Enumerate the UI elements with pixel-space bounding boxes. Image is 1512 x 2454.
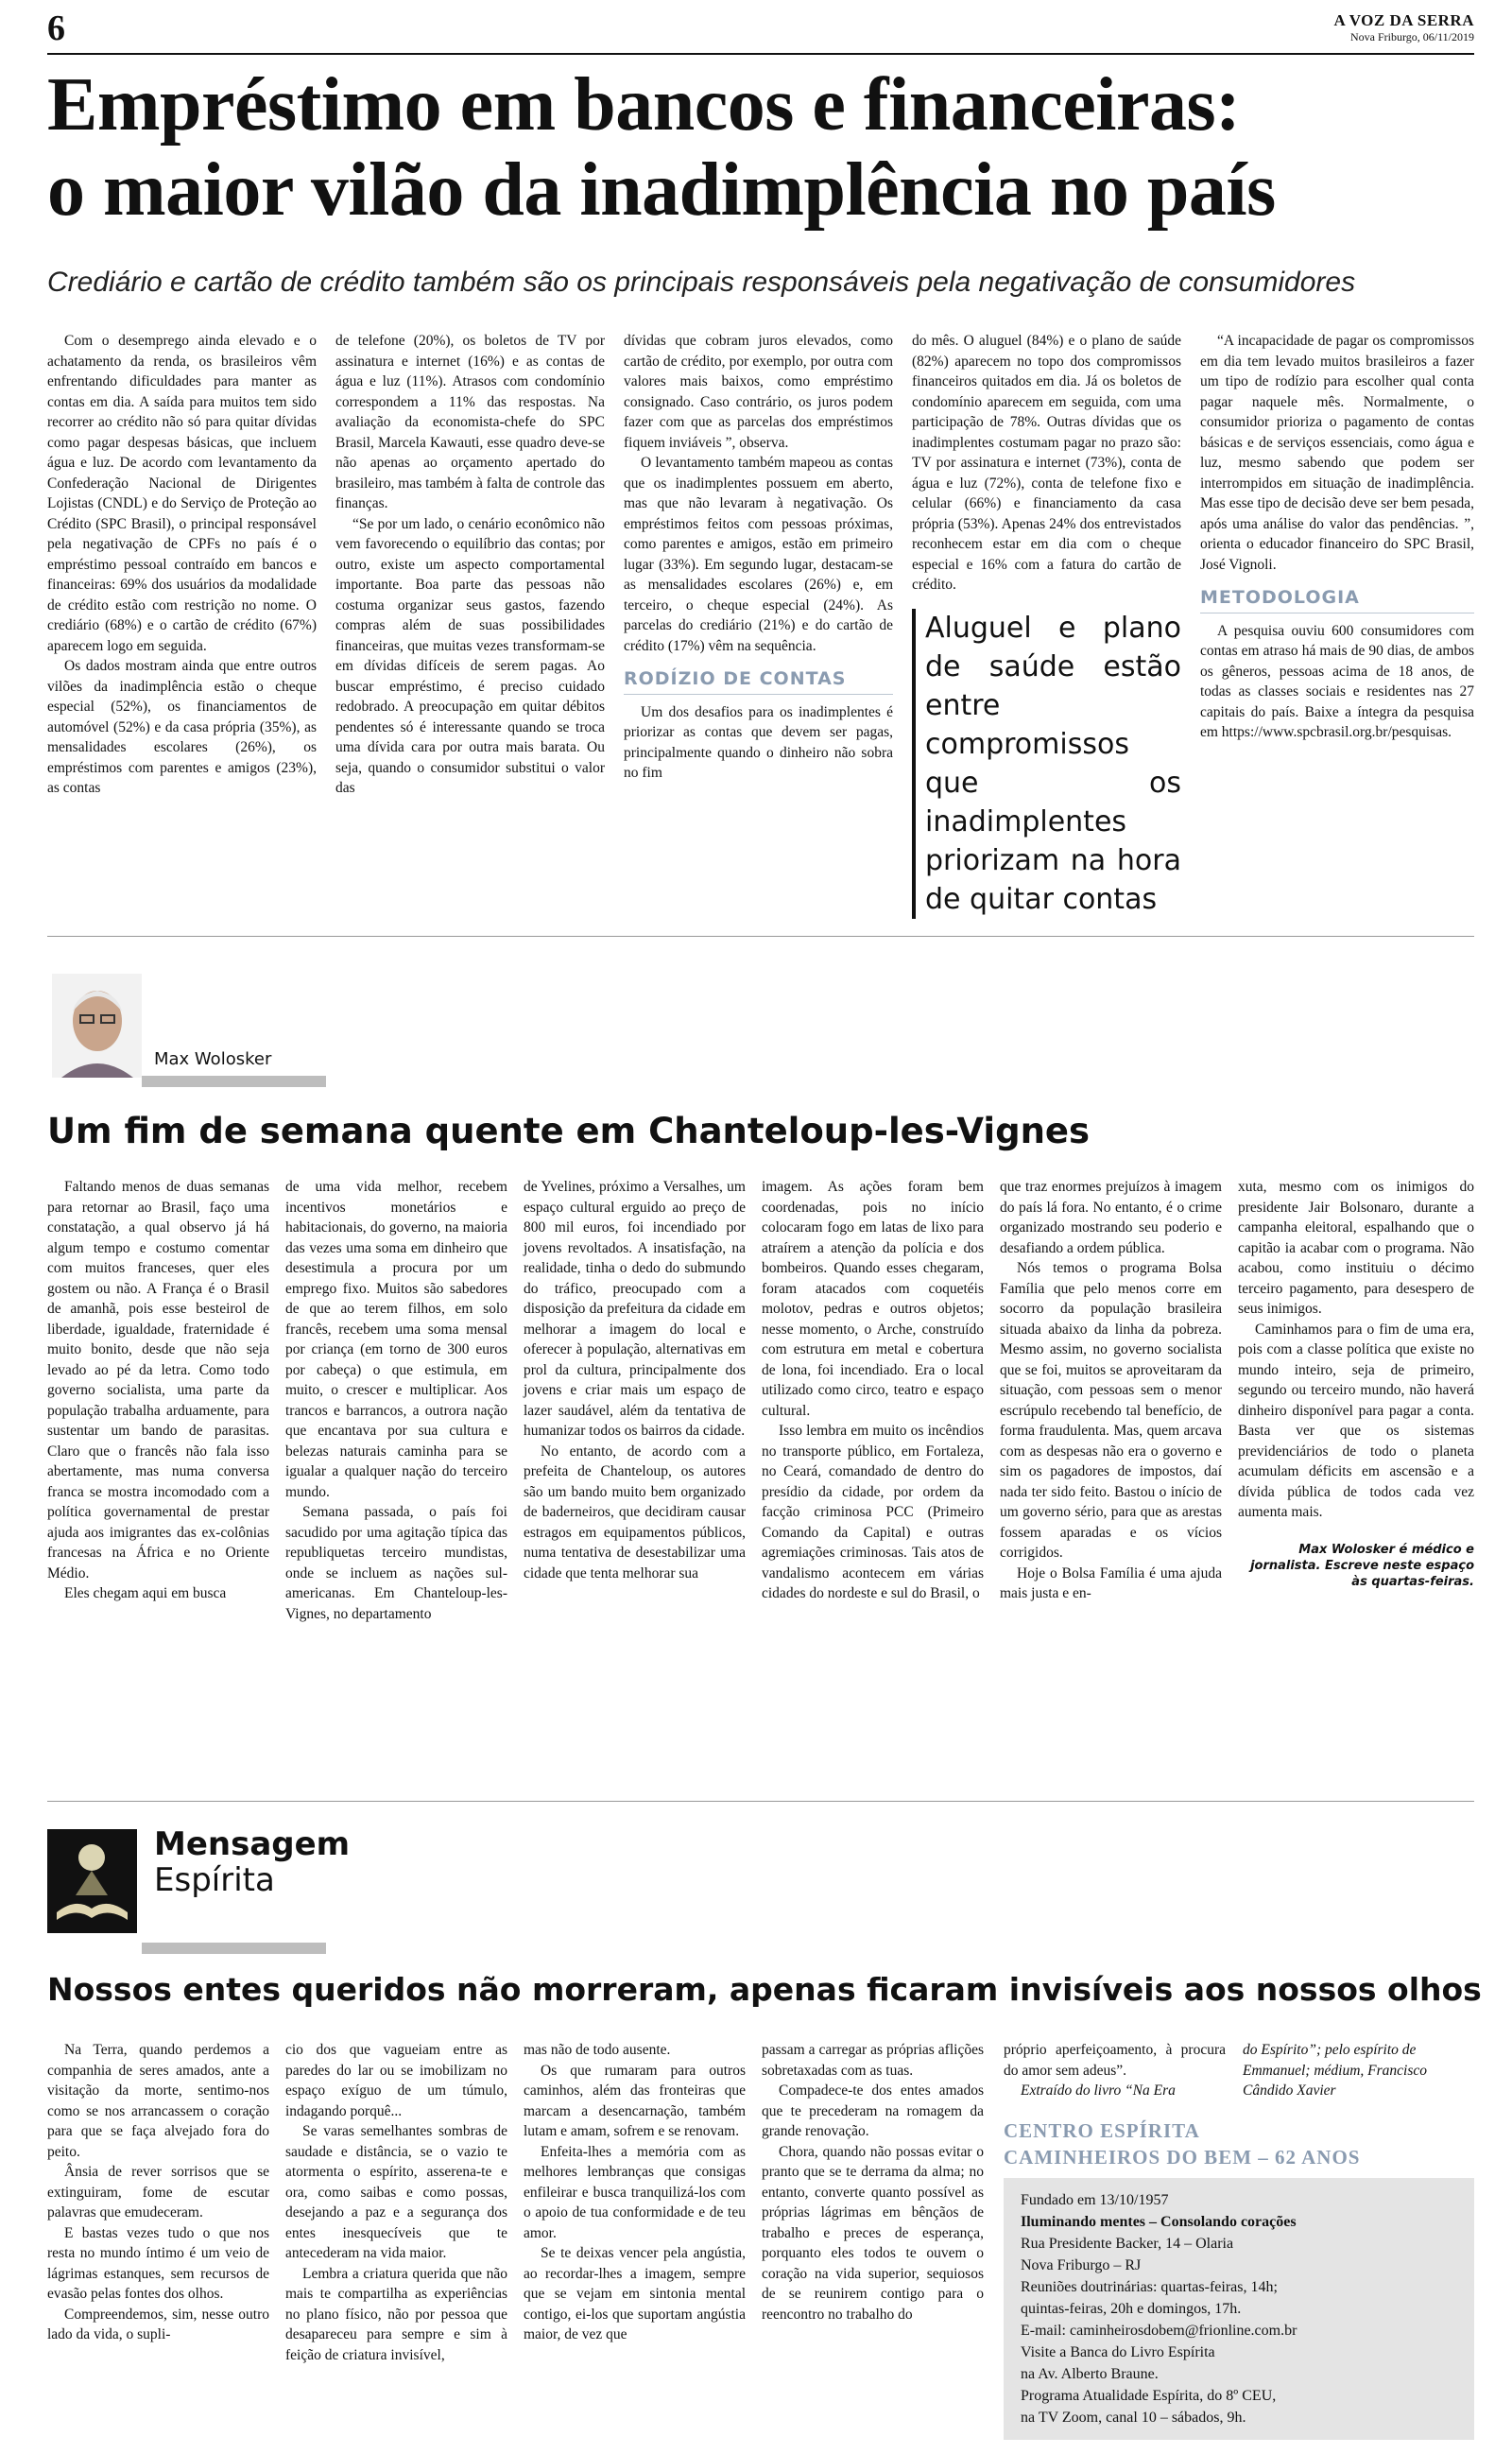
info-line: Nova Friburgo – RJ: [1021, 2257, 1142, 2273]
paragraph: do mês. O aluguel (84%) e o plano de saúde (82%) aparecem no topo dos compromissos financeiros quitados em dia. Já os boletos de condomínio aparecem em seguida, com uma participação de 78%. Outras dívidas que os inadimplentes costumam pagar no prazo são: TV por assinatura e internet (73%), conta de água e luz (72%), conta de telefone fixo e celular (66%) e financiamento da casa própria (53%). Apenas 24% dos entrevistados reconhecem estar em dia com o cheque especial e 16% com a fatura do cartão de crédito.: [912, 333, 1181, 593]
main-headline: [47, 62, 1474, 233]
opinion-col-3: [524, 1177, 746, 1583]
paragraph: Um dos desafios para os inadimplentes é priorizar as contas que devem ser pagas, principalmente quando o dinheiro não sobra no fim: [624, 703, 893, 781]
date-line: Nova Friburgo, 06/11/2019: [1350, 30, 1474, 43]
message-col-4: [762, 2040, 984, 2324]
info-line: na Av. Alberto Braune.: [1021, 2366, 1159, 2382]
paragraph: Eles chegam aqui em busca: [64, 1585, 227, 1601]
headline-line-1: Empréstimo em bancos e financeiras:: [47, 63, 1241, 147]
info-line: quintas-feiras, 20h e domingos, 17h.: [1021, 2301, 1242, 2317]
paragraph: “A incapacidade de pagar os compromissos em dia tem levado muitos brasileiros a fazer um tipo de rodízio para escolher qual conta pagar naquele mês. Normalmente, o consumidor prioriza o pagamento de contas básicas e de serviços essenciais, como água e luz, mesmo sabendo que podem ser interrompidos em situação de inadimplência. Mas esse tipo de decisão deve ser bem pesada, após uma análise do valor das pendências. ”, orienta o educador financeiro do SPC Brasil, José Vignoli.: [1200, 333, 1474, 573]
section-heading-rodizio: RODÍZIO DE CONTAS: [624, 669, 893, 695]
paragraph: Os que rumaram para outros caminhos, além das fronteiras que marcam a desencarnação, também lutam e amam, sofrem e se renovam.: [524, 2062, 746, 2139]
message-col-2: [285, 2040, 507, 2365]
opinion-title: Um fim de semana quente em Chanteloup-les-Vignes: [47, 1111, 1091, 1151]
info-line: na TV Zoom, canal 10 – sábados, 9h.: [1021, 2410, 1246, 2426]
info-line: Visite a Banca do Livro Espírita: [1021, 2344, 1215, 2360]
center-name-line-2: CAMINHEIROS DO BEM – 62 ANOS: [1004, 2146, 1361, 2169]
paragraph: A pesquisa ouviu 600 consumidores com contas em atraso há mais de 90 dias, de ambos os gêneros, pessoas acima de 18 anos, de todas as classes sociais e residentes nas 27 capitais do país. Baixe a íntegra da pesquisa em https://www.spcbrasil.org.br/pesquisas.: [1200, 622, 1474, 740]
message-col-3: [524, 2040, 746, 2345]
publication-name: A VOZ DA SERRA: [1333, 11, 1474, 29]
paragraph: Caminhamos para o fim de uma era, pois com a classe política que existe no mundo inteiro, seja de primeiro, segundo ou terceiro mundo, não haverá dinheiro disponível para pagar a conta. Basta ver que os sistemas previdenciários de todo o planeta acumulam déficits em ascensão e a dívida pública de todos cada vez aumenta mais.: [1238, 1321, 1474, 1520]
paragraph: de uma vida melhor, recebem incentivos monetários e habitacionais, do governo, na maioria das vezes uma soma em dinheiro que desestimula a procura por um emprego fixo. Muitos são sabedores de que ao terem filhos, em solo francês, recebem uma soma mensal por criança (em torno de 300 euros por cabeça) o que estimula, em muito, o crescer e multiplicar. Aos trancos e barrancos, a outrora nação que encantava por sua cultura e belezas naturais caminha para se igualar a qualquer nação do terceiro mundo.: [285, 1179, 507, 1500]
paragraph: Na Terra, quando perdemos a companhia de seres amados, ante a visitação da morte, sentimo-nos como se nos arrancassem o coração para que se faça alvejado fora do peito.: [47, 2042, 269, 2160]
top-rule: [47, 53, 1474, 55]
paragraph: dívidas que cobram juros elevados, como cartão de crédito, por exemplo, por outra com valores mais baixos, como empréstimo consignado. Caso contrário, os juros podem fazer com que as parcelas dos empréstimos fiquem inviáveis ”, observa.: [624, 333, 893, 451]
paragraph: Chora, quando não possas evitar o pranto que se te derrama da alma; no entanto, converte quanto possível as próprias lágrimas em bênçãos de trabalho e preces de esperança, porquanto eles todos te ouvem o coração na vida superior, sequiosos de se reunirem contigo para o reencontro no trabalho do: [762, 2143, 984, 2323]
main-col-3: [624, 331, 893, 784]
info-line: Iluminando mentes – Consolando corações: [1021, 2214, 1297, 2230]
paragraph: mas não de todo ausente.: [524, 2042, 671, 2058]
center-name-line-1: CENTRO ESPÍRITA: [1004, 2119, 1200, 2142]
paragraph: “Se por um lado, o cenário econômico não vem favorecendo o equilíbrio das contas; por outro, existe um aspecto comportamental importante. Boa parte das pessoas não costuma organizar seus gastos, fazendo compras além de suas possibilidades financeiras, que muitas vezes transformam-se em dívidas difíceis de serem pagas. Ao buscar empréstimo, é preciso cuidado redobrado. A preocupação em quitar débitos pendentes só é interessante quando se troca uma dívida cara por outra mais barata. Ou seja, quando o consumidor substitui o valor das: [335, 515, 605, 796]
paragraph: O levantamento também mapeou as contas que os inadimplentes possuem em aberto, mas que não levaram à negativação. Os empréstimos feitos com pessoas próximas, como parentes e amigos, estão em primeiro lugar (33%). Em segundo lugar, destacam-se as mensalidades escolares (26%) e, em terceiro, o cheque especial (24%). As parcelas do crediário (21%) e do cartão de crédito (17%) vêm na sequência.: [624, 455, 893, 654]
center-info-box: [1004, 2178, 1474, 2440]
paragraph: Semana passada, o país foi sacudido por uma agitação típica das republiquetas terceiro mundistas, onde se incluem as nações sul-americanas. Em Chanteloup-les-Vignes, no departamento: [285, 1504, 507, 1622]
paragraph: Compreendemos, sim, nesse outro lado da vida, o supli-: [47, 2306, 269, 2342]
info-line: Fundado em 13/10/1957: [1021, 2192, 1169, 2208]
paragraph: que traz enormes prejuízos à imagem do país lá fora. No entanto, é o crime organizado mostrando seu poderio e desafiando a ordem pública.: [1000, 1179, 1222, 1256]
paragraph: E bastas vezes tudo o que nos resta no mundo íntimo é um veio de lágrimas estanques, sem recursos de evasão pelas fontes dos olhos.: [47, 2224, 269, 2302]
paragraph: Nós temos o programa Bolsa Família que pelo menos corre em socorro da população brasileira situada abaixo da linha da pobreza. Mesmo assim, no governo socialista que se foi, muitos se aproveitaram da situação, com pessoas sem o menor escrúpulo recebendo tal benefício, de forma fraudulenta. Mas, quem arcava com as despesas não era o governo e sim os pagadores de impostos, daí nada ter sido feito. Bastou o início de um governo sério, para que as arestas fossem aparadas e os vícios corrigidos.: [1000, 1260, 1222, 1561]
author-byline: Max Wolosker: [154, 1049, 272, 1069]
paragraph: Faltando menos de duas semanas para retornar ao Brasil, faço uma constatação, a qual observo já há algum tempo e costumo comentar com muitos franceses, quer eles gostem ou não. A França é o Brasil de amanhã, pois esse besteirol de liberdade, igualdade, fraternidade é muito bonito, desde que não seja levado ao pé da letra. Como todo governo socialista, uma parte da população trabalha arduamente, para sustentar um bando de parasitas. Claro que o francês não fala isso abertamente, mas numa conversa franca se mostra incomodado com a política governamental de prestar ajuda aos imigrantes das ex-colônias francesas na África e no Oriente Médio.: [47, 1179, 269, 1581]
kicker-line-2: Espírita: [154, 1861, 275, 1899]
paragraph: Hoje o Bolsa Família é uma ajuda mais justa e en-: [1000, 1564, 1222, 1601]
source-credit-start: Extraído do livro “Na Era: [1021, 2082, 1176, 2099]
main-subhead: Crediário e cartão de crédito também são os principais responsáveis pela negativação de consumidores: [47, 267, 1356, 298]
main-col-5: [1200, 331, 1474, 743]
message-col-5: [1004, 2040, 1226, 2101]
author-note: Max Wolosker é médico e jornalista. Escreve neste espaço às quartas-feiras.: [1250, 1542, 1474, 1589]
book-illustration: [47, 1829, 137, 1933]
main-col-1: [47, 331, 317, 799]
paragraph: imagem. As ações foram bem coordenadas, pois no início colocaram fogo em latas de lixo para atraírem a atenção da polícia e dos bombeiros. Quando esses chegaram, foram atacados com coquetéis molotov, pedras e outros objetos; nesse momento, o Arche, construído com estrutura em metal e cobertura de lona, foi incendiado. Era o local utilizado como circo, teatro e espaço cultural.: [762, 1179, 984, 1419]
message-col-1: [47, 2040, 269, 2345]
paragraph: Enfeita-lhes a memória com as melhores lembranças que consigas enfileirar e busca tranquilizá-los com o apoio de tua conformidade e de teu amor.: [524, 2143, 746, 2241]
main-col-4: [912, 331, 1181, 919]
message-title: Nossos entes queridos não morreram, apenas ficaram invisíveis aos nossos olhos: [47, 1971, 1482, 2008]
paragraph: Se te deixas vencer pela angústia, ao recordar-lhes a imagem, sempre que se vejam em sintonia mental contigo, ei-los que suportam angústia maior, de vez que: [524, 2245, 746, 2342]
paragraph: Se varas semelhantes sombras de saudade e distância, se o vazio te atormenta o espírito, asserena-te e ora, como saibas e como possas, desejando a paz e a segurança dos entes inesquecíveis que te antecederam na vida maior.: [285, 2123, 507, 2261]
section-heading-metodologia: METODOLOGIA: [1200, 588, 1474, 614]
paragraph: Compadece-te dos entes amados que te precederam na romagem da grande renovação.: [762, 2082, 984, 2139]
paragraph: Isso lembra em muito os incêndios no transporte público, em Fortaleza, no Ceará, comandado de dentro do presídio da cidade, por ordem da facção criminosa PCC (Primeiro Comando da Capital) e outras agremiações criminosas. Tais atos de vandalismo acontecem em várias cidades do nordeste e sul do Brasil, o: [762, 1423, 984, 1601]
paragraph: No entanto, de acordo com a prefeita de Chanteloup, os autores são um bando muito bem organizado de baderneiros, que decidiram causar estragos em equipamentos públicos, numa tentativa de desestabilizar uma cidade que tenta melhorar sua: [524, 1443, 746, 1581]
info-line: Rua Presidente Backer, 14 – Olaria: [1021, 2236, 1234, 2252]
page-number: 6: [47, 9, 65, 48]
masthead: [1333, 11, 1474, 44]
info-line: Reuniões doutrinárias: quartas-feiras, 14h;: [1021, 2279, 1278, 2295]
opinion-col-4: [762, 1177, 984, 1604]
pull-quote: Aluguel e plano de saúde estão entre compromissos que os inadimplentes priorizam na hora de quitar contas: [912, 609, 1181, 919]
info-line: Programa Atualidade Espírita, do 8º CEU,: [1021, 2388, 1277, 2404]
section-divider: [47, 1801, 1474, 1802]
paragraph: próprio aperfeiçoamento, à procura do amor sem adeus”.: [1004, 2042, 1226, 2079]
paragraph: Com o desemprego ainda elevado e o achatamento da renda, os brasileiros vêm enfrentando dificuldades para manter as contas em dia. A saída para muitos tem sido recorrer ao crédito não só para quitar dívidas como pagar despesas básicas, que incluem água e luz. De acordo com levantamento da Confederação Nacional de Dirigentes Lojistas (CNDL) e do Serviço de Proteção ao Crédito (SPC Brasil), o principal responsável pela negativação de CPFs no país é o empréstimo pessoal contraído em bancos e financeiras: 69% dos usuários da modalidade de crédito estão com restrição no nome. O crediário (68%) e o cartão de crédito (67%) aparecem logo em seguida.: [47, 333, 317, 654]
paragraph: Os dados mostram ainda que entre outros vilões da inadimplência estão o cheque especial (52%), os financiamentos de automóvel (52%) e da casa própria (35%), as mensalidades escolares (26%), os empréstimos com parentes e amigos (23%), as contas: [47, 658, 317, 796]
kicker-bar: [142, 1943, 326, 1954]
headline-line-2: o maior vilão da inadimplência no país: [47, 148, 1276, 232]
source-credit-continued: do Espírito”; pelo espírito de Emmanuel; médium, Francisco Cândido Xavier: [1243, 2042, 1427, 2099]
main-col-2: [335, 331, 605, 799]
opinion-col-5: [1000, 1177, 1222, 1604]
info-line: E-mail: caminheirosdobem@frionline.com.br: [1021, 2323, 1297, 2339]
paragraph: de telefone (20%), os boletos de TV por assinatura e internet (16%) e as contas de água e luz (11%). Atrasos com condomínio correspondem a 11% das respostas. Na avaliação da economista-chefe do SPC Brasil, Marcela Kawauti, esse quadro deve-se não apenas ao orçamento apertado do brasileiro, mas também à falta de controle das finanças.: [335, 333, 605, 511]
author-photo: [52, 974, 142, 1078]
paragraph: cio dos que vagueiam entre as paredes do lar ou se imobilizam no espaço exíguo de um túmulo, indagando porquê...: [285, 2042, 507, 2119]
opinion-col-2: [285, 1177, 507, 1624]
kicker: [154, 1826, 350, 1898]
paragraph: de Yvelines, próximo a Versalhes, um espaço cultural erguido ao preço de 800 mil euros, foi incendiado por jovens revoltados. A insatisfação, na realidade, tinha o dedo do submundo do tráfico, preocupado com a disposição da prefeitura da cidade em melhorar a imagem do local e oferecer à população, alternativas em prol da cultura, principalmente dos jovens e criar mais um espaço de lazer saudável, além da tentativa de humanizar todos os bairros da cidade.: [524, 1179, 746, 1439]
paragraph: passam a carregar as próprias aflições sobretaxadas com as tuas.: [762, 2042, 984, 2079]
byline-bar: [142, 1076, 326, 1087]
center-info: [1004, 2117, 1474, 2440]
kicker-line-1: Mensagem: [154, 1825, 351, 1863]
paragraph: xuta, mesmo com os inimigos do presidente Jair Bolsonaro, durante a campanha eleitoral, espalhando que o capitão ia acabar com o programa. Não acabou, como instituiu o décimo terceiro pagamento, para desespero de seus inimigos.: [1238, 1179, 1474, 1317]
paragraph: Lembra a criatura querida que não mais te compartilha as experiências no plano físico, não por pessoa que desapareceu para sempre e sim à feição de criatura invisível,: [285, 2265, 507, 2363]
paragraph: Ânsia de rever sorrisos que se extinguiram, fome de escutar palavras que emudeceram.: [47, 2164, 269, 2221]
opinion-col-1: [47, 1177, 269, 1604]
section-divider: [47, 936, 1474, 937]
opinion-col-6: [1238, 1177, 1474, 1590]
